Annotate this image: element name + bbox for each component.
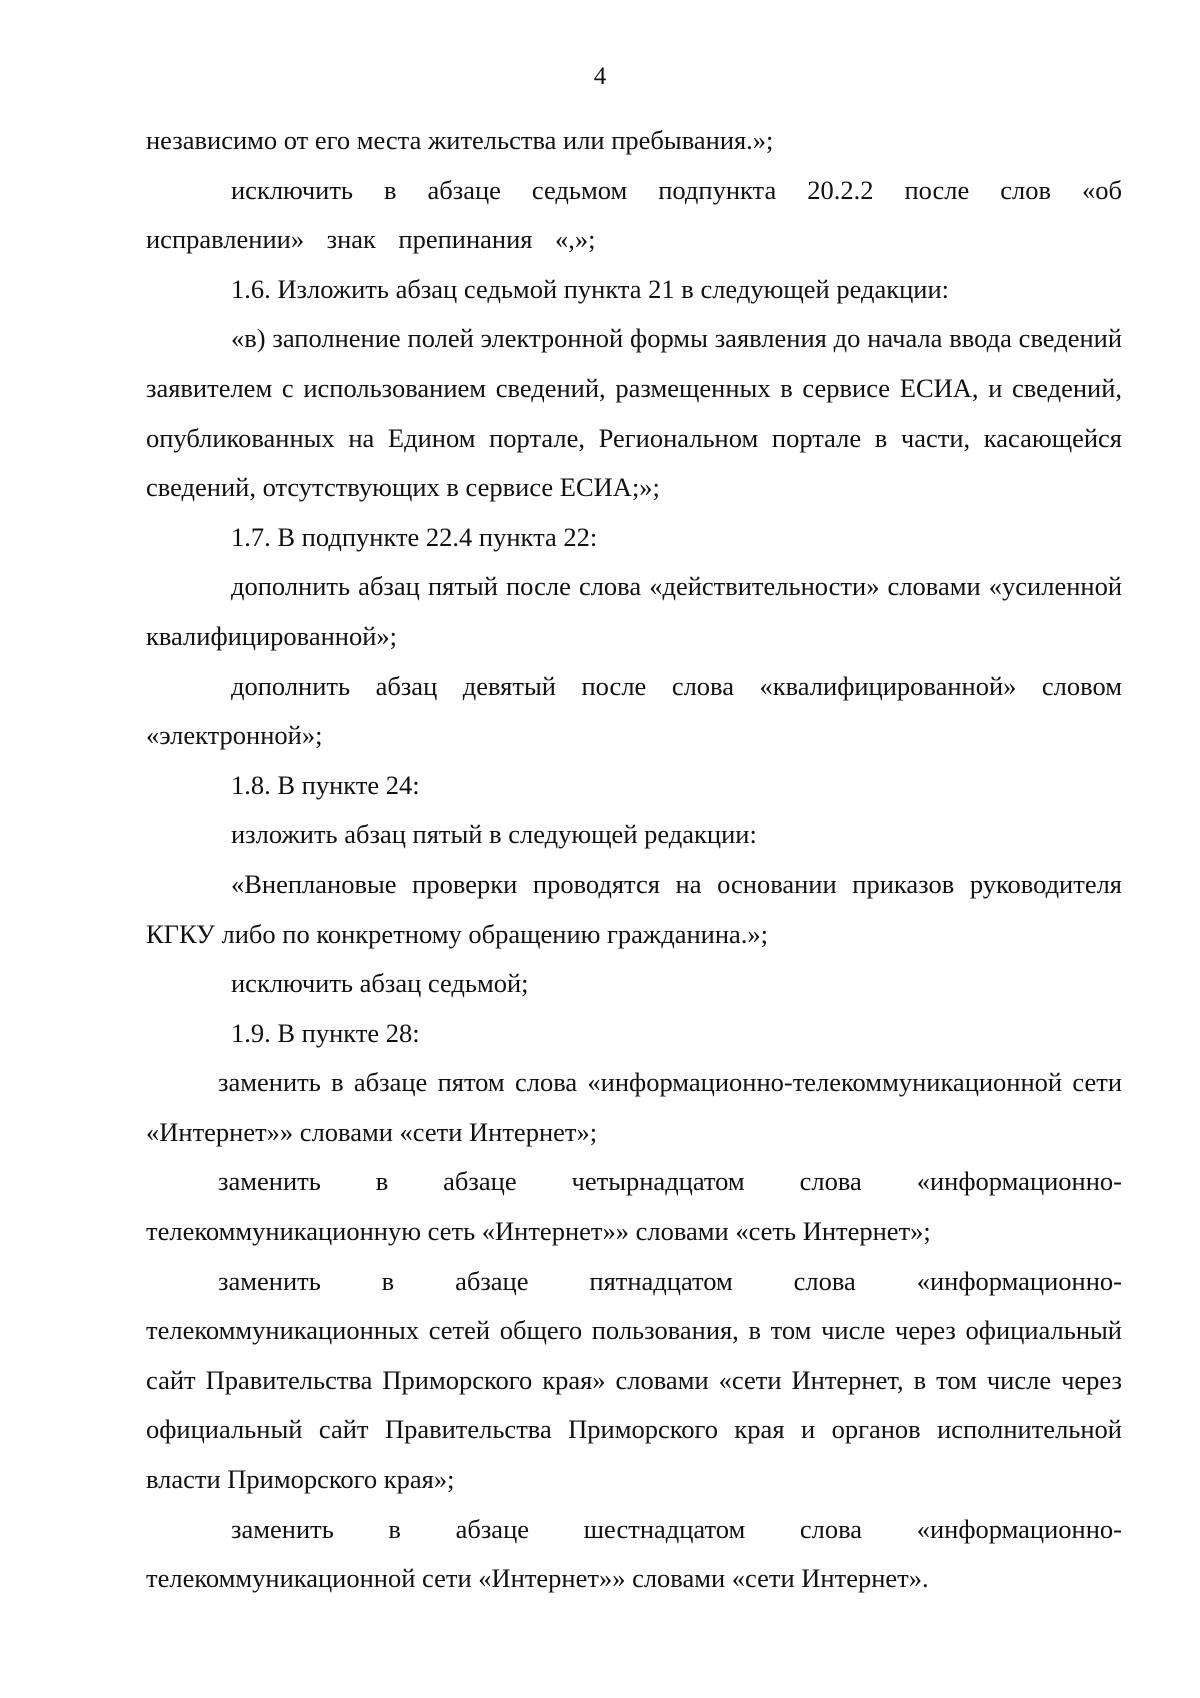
paragraph-13: заменить в абзаце пятом слова «информационно-телекоммуникационной сети «Интернет»» словами «сети Интернет»;	[146, 1067, 1122, 1147]
paragraph-10: «Внеплановые проверки проводятся на основании приказов руководителя КГКУ либо по конкретному обращению гражданина.»;	[146, 868, 1122, 949]
paragraph-12: 1.9. В пункте 28:	[231, 1017, 420, 1048]
paragraph-16: заменить в абзаце шестнадцатом слова «информационно-телекоммуникационной сети «Интернет»» словами «сети Интернет».	[146, 1513, 1122, 1594]
document-body	[146, 116, 1122, 1604]
paragraph-1: независимо от его места жительства или пребывания.»;	[146, 125, 774, 155]
paragraph-5: 1.7. В подпункте 22.4 пункта 22:	[231, 521, 598, 552]
paragraph-14: заменить в абзаце четырнадцатом слова «информационно-телекоммуникационную сеть «Интернет»» словами «сеть Интернет»;	[146, 1166, 1122, 1247]
paragraph-2: исключить в абзаце седьмом подпункта 20.2.2 после слов «об исправлении» знак препинания «,»;	[146, 174, 1122, 255]
paragraph-9: изложить абзац пятый в следующей редакции:	[231, 819, 757, 850]
paragraph-3: 1.6. Изложить абзац седьмой пункта 21 в следующей редакции:	[231, 273, 950, 304]
paragraph-11: исключить абзац седьмой;	[231, 968, 529, 999]
page-number: 4	[593, 63, 607, 90]
paragraph-7: дополнить абзац девятый после слова «квалифицированной» словом «электронной»;	[146, 670, 1122, 751]
paragraph-4: «в) заполнение полей электронной формы заявления до начала ввода сведений заявителем с использованием сведений, размещенных в сервисе ЕСИА, и сведений, опубликованных на Едином портале, Региональном портале в части, касающейся сведений, отсутствующих в сервисе ЕСИА;»;	[146, 323, 1122, 503]
paragraph-6: дополнить абзац пятый после слова «действительности» словами «усиленной квалифицированной»;	[146, 571, 1122, 651]
paragraph-8: 1.8. В пункте 24:	[231, 769, 420, 800]
paragraph-15: заменить в абзаце пятнадцатом слова «информационно-телекоммуникационных сетей общего пользования, в том числе через официальный сайт Правительства Приморского края» словами «сети Интернет, в том числе через официальный сайт Правительства Приморского края и органов исполнительной власти Приморского края»;	[146, 1265, 1122, 1495]
